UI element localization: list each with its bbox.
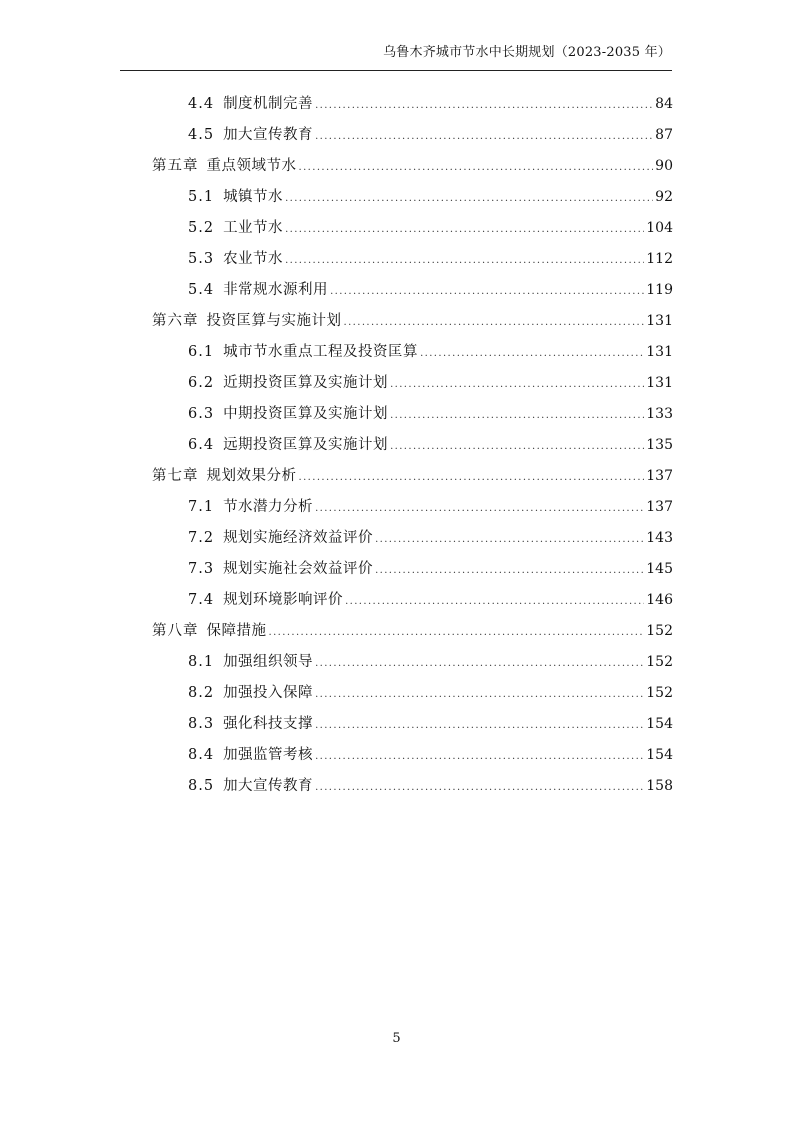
toc-entry-page: 145	[646, 561, 673, 577]
toc-entry[interactable]	[152, 774, 673, 805]
toc-entry-number: 6.1	[188, 344, 215, 360]
toc-entry[interactable]	[152, 433, 673, 464]
toc-entry-title: 加大宣传教育	[223, 778, 314, 794]
table-of-contents	[152, 92, 673, 805]
toc-dot-leader	[315, 689, 644, 700]
toc-entry-title: 制度机制完善	[223, 96, 314, 112]
toc-entry-title: 规划实施经济效益评价	[223, 530, 374, 546]
toc-entry[interactable]	[152, 650, 673, 681]
toc-dot-leader	[315, 782, 644, 793]
toc-chapter-number: 第七章	[152, 468, 199, 484]
toc-entry-title: 农业节水	[223, 251, 284, 267]
toc-entry[interactable]	[152, 123, 673, 154]
toc-entry-title: 加强监管考核	[223, 747, 314, 763]
toc-entry-page: 84	[655, 96, 673, 112]
toc-entry-page: 133	[646, 406, 673, 422]
toc-dot-leader	[315, 131, 653, 142]
toc-dot-leader	[375, 534, 644, 545]
toc-entry-page: 146	[646, 592, 673, 608]
toc-entry-title: 城市节水重点工程及投资匡算	[223, 344, 419, 360]
toc-entry-title: 节水潜力分析	[223, 499, 314, 515]
toc-dot-leader	[390, 441, 644, 452]
toc-entry[interactable]	[152, 743, 673, 774]
toc-entry-page: 152	[646, 654, 673, 670]
toc-entry[interactable]	[152, 247, 673, 278]
toc-entry-title: 加强投入保障	[223, 685, 314, 701]
toc-entry-page: 87	[655, 127, 673, 143]
toc-entry-number: 8.2	[188, 685, 215, 701]
toc-entry[interactable]	[152, 557, 673, 588]
toc-chapter-title: 保障措施	[206, 623, 267, 639]
toc-entry-number: 8.1	[188, 654, 215, 670]
toc-entry-number: 5.4	[188, 282, 215, 298]
toc-entry-title: 加大宣传教育	[223, 127, 314, 143]
toc-entry-number: 4.5	[188, 127, 215, 143]
toc-entry-page: 154	[646, 747, 673, 763]
toc-entry-page: 131	[646, 344, 673, 360]
header-divider	[120, 70, 672, 71]
toc-entry-number: 4.4	[188, 96, 215, 112]
toc-entry-page: 137	[646, 468, 673, 484]
toc-entry-page: 104	[646, 220, 673, 236]
toc-dot-leader	[420, 348, 644, 359]
toc-dot-leader	[315, 751, 644, 762]
toc-chapter-title: 投资匡算与实施计划	[206, 313, 342, 329]
toc-entry-title: 非常规水源利用	[223, 282, 329, 298]
toc-entry-title: 规划环境影响评价	[223, 592, 344, 608]
toc-entry[interactable]	[152, 371, 673, 402]
toc-entry-number: 8.5	[188, 778, 215, 794]
toc-entry-title: 城镇节水	[223, 189, 284, 205]
toc-entry[interactable]	[152, 588, 673, 619]
toc-dot-leader	[285, 224, 644, 235]
toc-dot-leader	[299, 472, 645, 483]
toc-dot-leader	[285, 193, 653, 204]
toc-chapter-title: 重点领域节水	[206, 158, 297, 174]
toc-entry-title: 规划实施社会效益评价	[223, 561, 374, 577]
toc-entry-page: 92	[655, 189, 673, 205]
toc-dot-leader	[315, 658, 644, 669]
toc-entry[interactable]	[152, 216, 673, 247]
toc-entry-page: 119	[646, 282, 673, 298]
toc-dot-leader	[315, 720, 644, 731]
toc-chapter-number: 第六章	[152, 313, 199, 329]
toc-entry[interactable]	[152, 526, 673, 557]
toc-dot-leader	[344, 317, 645, 328]
toc-chapter-number: 第五章	[152, 158, 199, 174]
toc-entry-page: 152	[646, 685, 673, 701]
toc-chapter-entry[interactable]	[152, 309, 673, 340]
toc-entry-number: 6.4	[188, 437, 215, 453]
toc-entry-page: 137	[646, 499, 673, 515]
running-header-title: 乌鲁木齐城市节水中长期规划（2023-2035 年）	[383, 45, 671, 60]
toc-dot-leader	[345, 596, 644, 607]
toc-entry-title: 近期投资匡算及实施计划	[223, 375, 389, 391]
toc-dot-leader	[390, 410, 644, 421]
toc-entry-title: 加强组织领导	[223, 654, 314, 670]
toc-entry-title: 中期投资匡算及实施计划	[223, 406, 389, 422]
toc-entry-page: 154	[646, 716, 673, 732]
toc-entry-number: 6.2	[188, 375, 215, 391]
toc-entry-title: 强化科技支撑	[223, 716, 314, 732]
toc-entry-number: 7.3	[188, 561, 215, 577]
toc-entry-page: 143	[646, 530, 673, 546]
toc-chapter-title: 规划效果分析	[206, 468, 297, 484]
toc-entry-number: 7.4	[188, 592, 215, 608]
toc-entry-number: 5.2	[188, 220, 215, 236]
toc-chapter-entry[interactable]	[152, 464, 673, 495]
toc-chapter-entry[interactable]	[152, 619, 673, 650]
toc-entry[interactable]	[152, 681, 673, 712]
page-number: 5	[392, 1031, 401, 1046]
toc-entry-page: 158	[646, 778, 673, 794]
toc-dot-leader	[390, 379, 644, 390]
toc-chapter-number: 第八章	[152, 623, 199, 639]
toc-entry-number: 5.1	[188, 189, 215, 205]
toc-entry-number: 6.3	[188, 406, 215, 422]
toc-dot-leader	[269, 627, 645, 638]
toc-dot-leader	[375, 565, 644, 576]
toc-dot-leader	[330, 286, 644, 297]
toc-entry-page: 112	[646, 251, 673, 267]
toc-entry-title: 工业节水	[223, 220, 284, 236]
toc-dot-leader	[315, 503, 644, 514]
toc-entry[interactable]	[152, 278, 673, 309]
toc-dot-leader	[285, 255, 644, 266]
toc-entry[interactable]	[152, 185, 673, 216]
toc-entry-number: 7.2	[188, 530, 215, 546]
toc-entry-page: 90	[655, 158, 673, 174]
toc-entry-number: 7.1	[188, 499, 215, 515]
toc-entry[interactable]	[152, 402, 673, 433]
toc-entry-number: 8.3	[188, 716, 215, 732]
toc-dot-leader	[299, 162, 654, 173]
toc-dot-leader	[315, 100, 653, 111]
toc-entry[interactable]	[152, 340, 673, 371]
toc-entry-page: 135	[646, 437, 673, 453]
toc-entry-title: 远期投资匡算及实施计划	[223, 437, 389, 453]
toc-chapter-entry[interactable]	[152, 154, 673, 185]
toc-entry-number: 8.4	[188, 747, 215, 763]
toc-entry[interactable]	[152, 92, 673, 123]
toc-entry[interactable]	[152, 495, 673, 526]
toc-entry-page: 131	[646, 313, 673, 329]
toc-entry-number: 5.3	[188, 251, 215, 267]
toc-entry[interactable]	[152, 712, 673, 743]
toc-entry-page: 152	[646, 623, 673, 639]
toc-entry-page: 131	[646, 375, 673, 391]
